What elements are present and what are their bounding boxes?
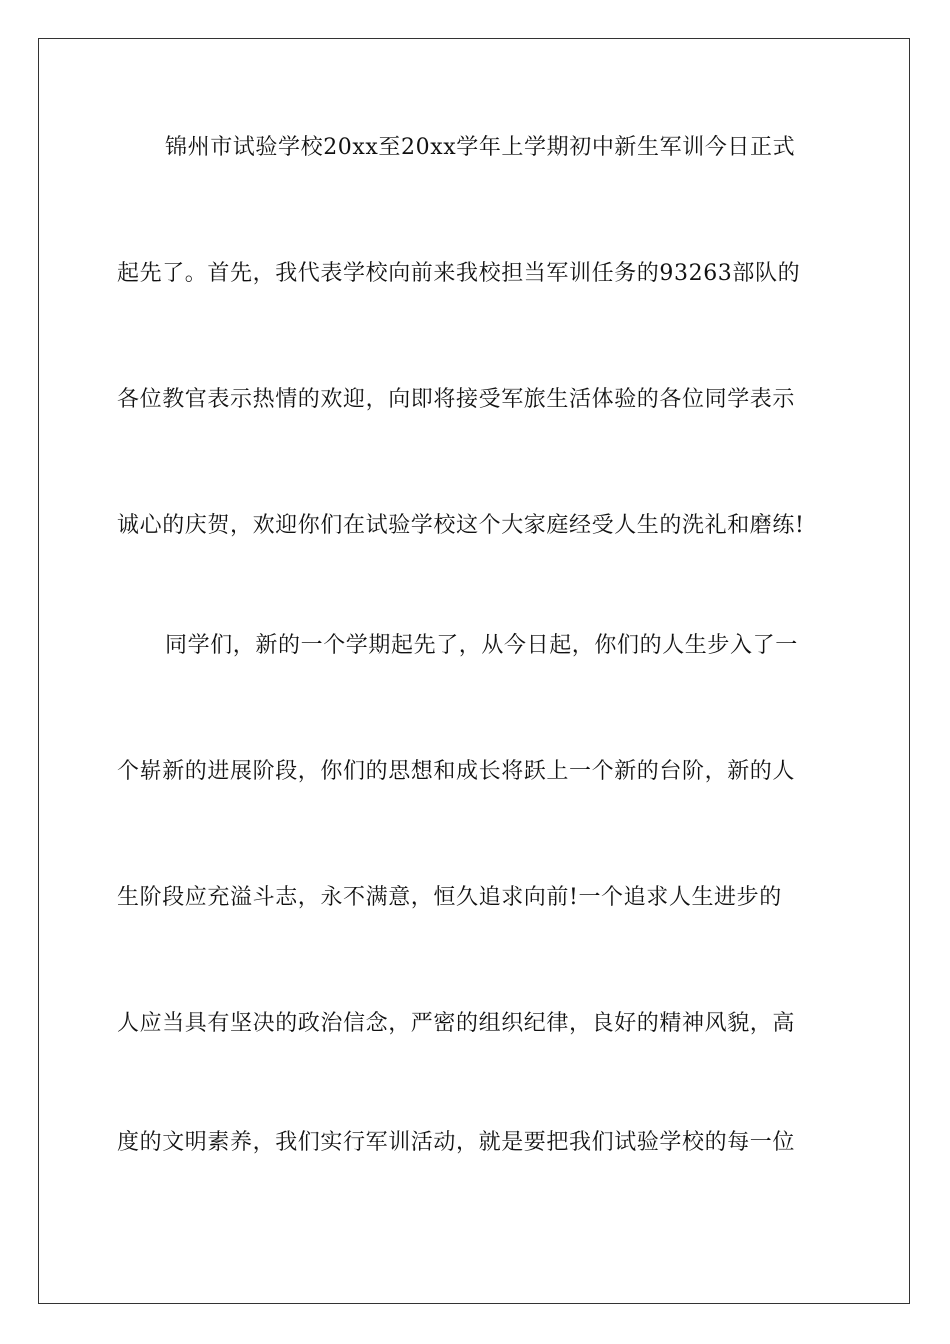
paragraph-2-line-3: 生阶段应充溢斗志，永不满意，恒久追求向前!一个追求人生进步的 (117, 885, 782, 910)
paragraph-2-line-5: 度的文明素养，我们实行军训活动，就是要把我们试验学校的每一位 (117, 1130, 796, 1155)
paragraph-1-line-2: 起先了。首先，我代表学校向前来我校担当军训任务的93263部队的 (117, 261, 801, 286)
paragraph-1-line-1: 锦州市试验学校20xx至20xx学年上学期初中新生军训今日正式 (165, 135, 796, 160)
page-border (38, 38, 910, 1304)
paragraph-1-line-4: 诚心的庆贺，欢迎你们在试验学校这个大家庭经受人生的洗礼和磨练! (117, 513, 805, 538)
paragraph-2-line-1: 同学们，新的一个学期起先了，从今日起，你们的人生步入了一 (165, 633, 798, 658)
paragraph-2-line-2: 个崭新的进展阶段，你们的思想和成长将跃上一个新的台阶，新的人 (117, 759, 796, 784)
paragraph-2-line-4: 人应当具有坚决的政治信念，严密的组织纪律，良好的精神风貌，高 (117, 1011, 796, 1036)
paragraph-1-line-3: 各位教官表示热情的欢迎，向即将接受军旅生活体验的各位同学表示 (117, 387, 796, 412)
